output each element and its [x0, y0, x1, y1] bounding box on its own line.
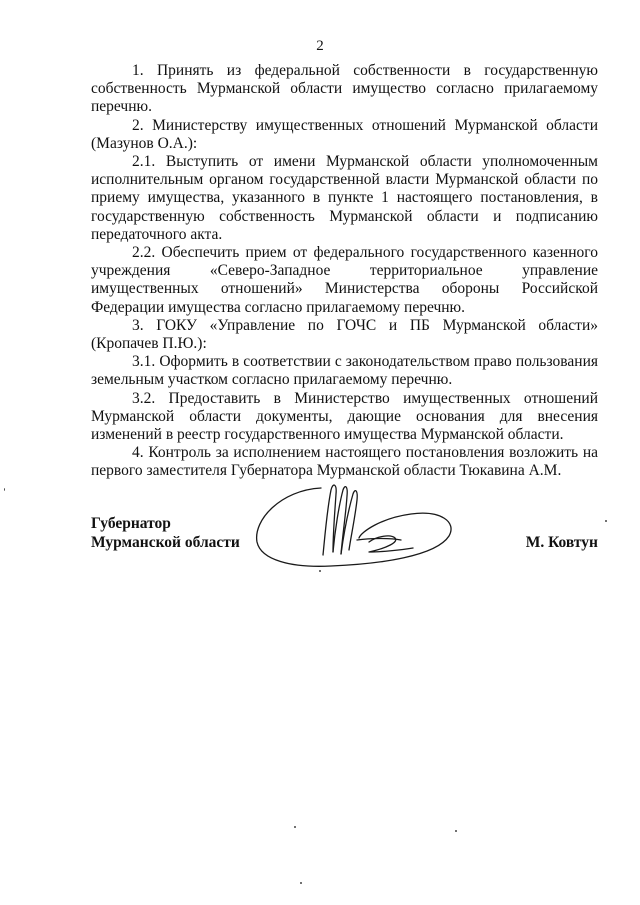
handwritten-signature — [251, 480, 456, 575]
paragraph-2-2: 2.2. Обеспечить прием от федерального государственного казенного учреждения «Северо-Западное территориальное управление имущественных отношений» Министерства обороны Российской Федерации имущества согласно прилагаемому перечню. — [91, 244, 598, 316]
document-body — [91, 62, 598, 481]
scan-speck — [319, 570, 321, 572]
paragraph-2: 2. Министерству имущественных отношений Мурманской области (Мазунов О.А.): — [91, 116, 598, 152]
signatory-title-line-1: Губернатор — [91, 515, 171, 532]
scan-speck — [455, 830, 457, 832]
paragraph-3: 3. ГОКУ «Управление по ГОЧС и ПБ Мурманской области» (Кропачев П.Ю.): — [91, 316, 598, 353]
signature-block — [91, 480, 598, 590]
scan-speck — [605, 520, 607, 522]
paragraph-4: 4. Контроль за исполнением настоящего постановления возложить на первого заместителя Губернатора Мурманской области Тюкавина А.М. — [91, 444, 598, 480]
page-number: 2 — [316, 38, 324, 54]
signatory-title — [91, 514, 240, 552]
paragraph-3-2: 3.2. Предоставить в Министерство имущественных отношений Мурманской области документы, дающие основания для внесения изменений в реестр государственного имущества Мурманской области. — [91, 389, 598, 444]
paragraph-1: 1. Принять из федеральной собственности в государственную собственность Мурманской области имущество согласно прилагаемому перечню. — [91, 62, 598, 116]
paragraph-2-1: 2.1. Выступить от имени Мурманской области уполномоченным исполнительным органом государственной власти Мурманской области по приему имущества, указанного в пункте 1 настоящего постановления, в государственную собственность Мурманской области и подписанию передаточного акта. — [91, 153, 598, 243]
scan-speck — [294, 826, 296, 828]
signatory-title-line-2: Мурманской области — [91, 534, 240, 551]
scan-speck — [300, 882, 302, 884]
signatory-name: М. Ковтун — [525, 534, 598, 551]
scan-speck — [4, 488, 5, 491]
paragraph-3-1: 3.1. Оформить в соответствии с законодательством право пользования земельным участком согласно прилагаемому перечню. — [91, 353, 598, 389]
